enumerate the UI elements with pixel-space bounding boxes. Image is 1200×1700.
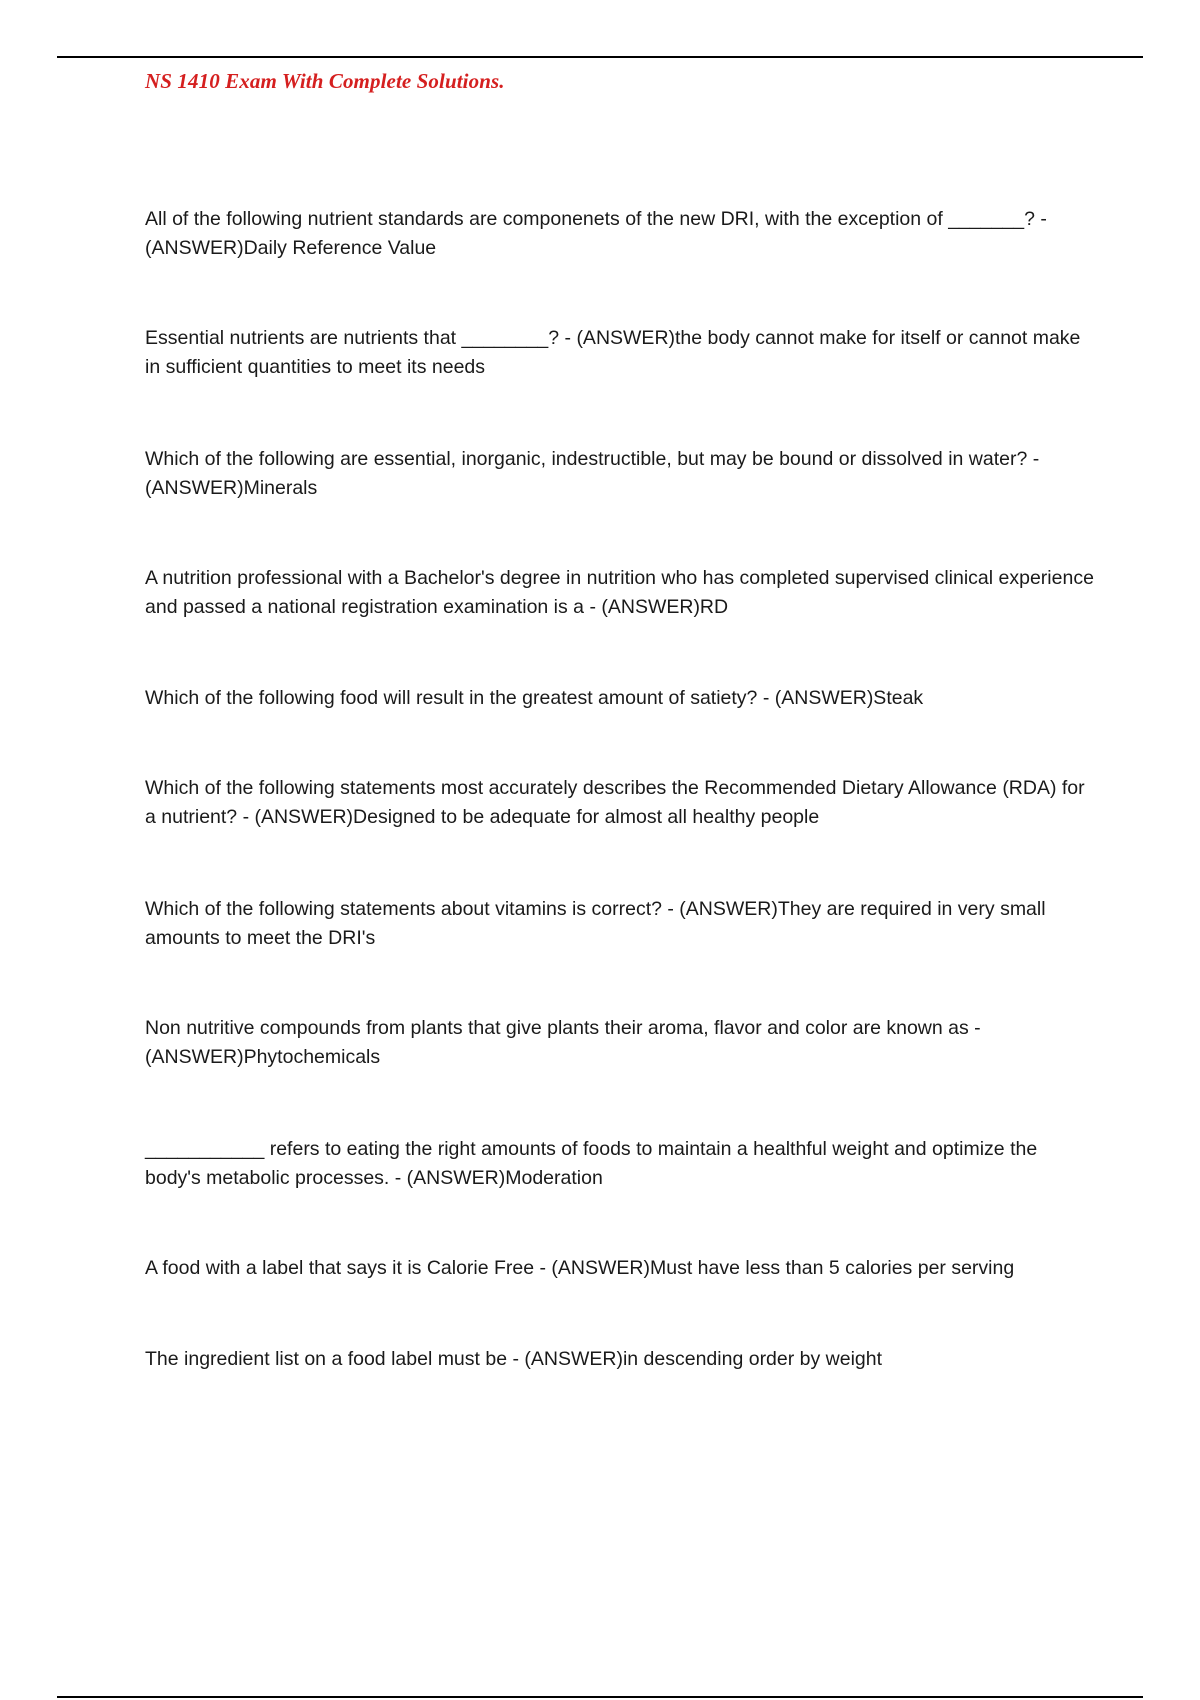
qa-item-10: A food with a label that says it is Calorie Free - (ANSWER)Must have less than 5 calories per serving (145, 1257, 1015, 1279)
qa-item-8: Non nutritive compounds from plants that give plants their aroma, flavor and color are known as - (ANSWER)Phytochemicals (145, 1017, 981, 1068)
document-title: NS 1410 Exam With Complete Solutions. (145, 69, 505, 93)
qa-item-6: Which of the following statements most accurately describes the Recommended Dietary Allowance (RDA) for a nutrient? - (ANSWER)Designed to be adequate for almost all healthy people (145, 777, 1085, 828)
footer-rule (57, 1696, 1143, 1698)
qa-item-4: A nutrition professional with a Bachelor's degree in nutrition who has completed supervised clinical experience and passed a national registration examination is a - (ANSWER)RD (145, 567, 1094, 618)
qa-item-9: ___________ refers to eating the right amounts of foods to maintain a healthful weight and optimize the body's metabolic processes. - (ANSWER)Moderation (145, 1138, 1038, 1189)
qa-item-3: Which of the following are essential, inorganic, indestructible, but may be bound or dissolved in water? - (ANSWER)Minerals (145, 448, 1040, 499)
qa-item-2: Essential nutrients are nutrients that ________? - (ANSWER)the body cannot make for itself or cannot make in sufficient quantities to meet its needs (145, 327, 1081, 378)
header-rule (57, 56, 1143, 58)
qa-item-7: Which of the following statements about vitamins is correct? - (ANSWER)They are required in very small amounts to meet the DRI's (145, 898, 1046, 949)
qa-item-5: Which of the following food will result in the greatest amount of satiety? - (ANSWER)Steak (145, 687, 924, 709)
qa-item-11: The ingredient list on a food label must be - (ANSWER)in descending order by weight (145, 1348, 883, 1370)
qa-item-1: All of the following nutrient standards are componenets of the new DRI, with the exception of _______? - (ANSWER)Daily Reference Value (145, 208, 1047, 259)
